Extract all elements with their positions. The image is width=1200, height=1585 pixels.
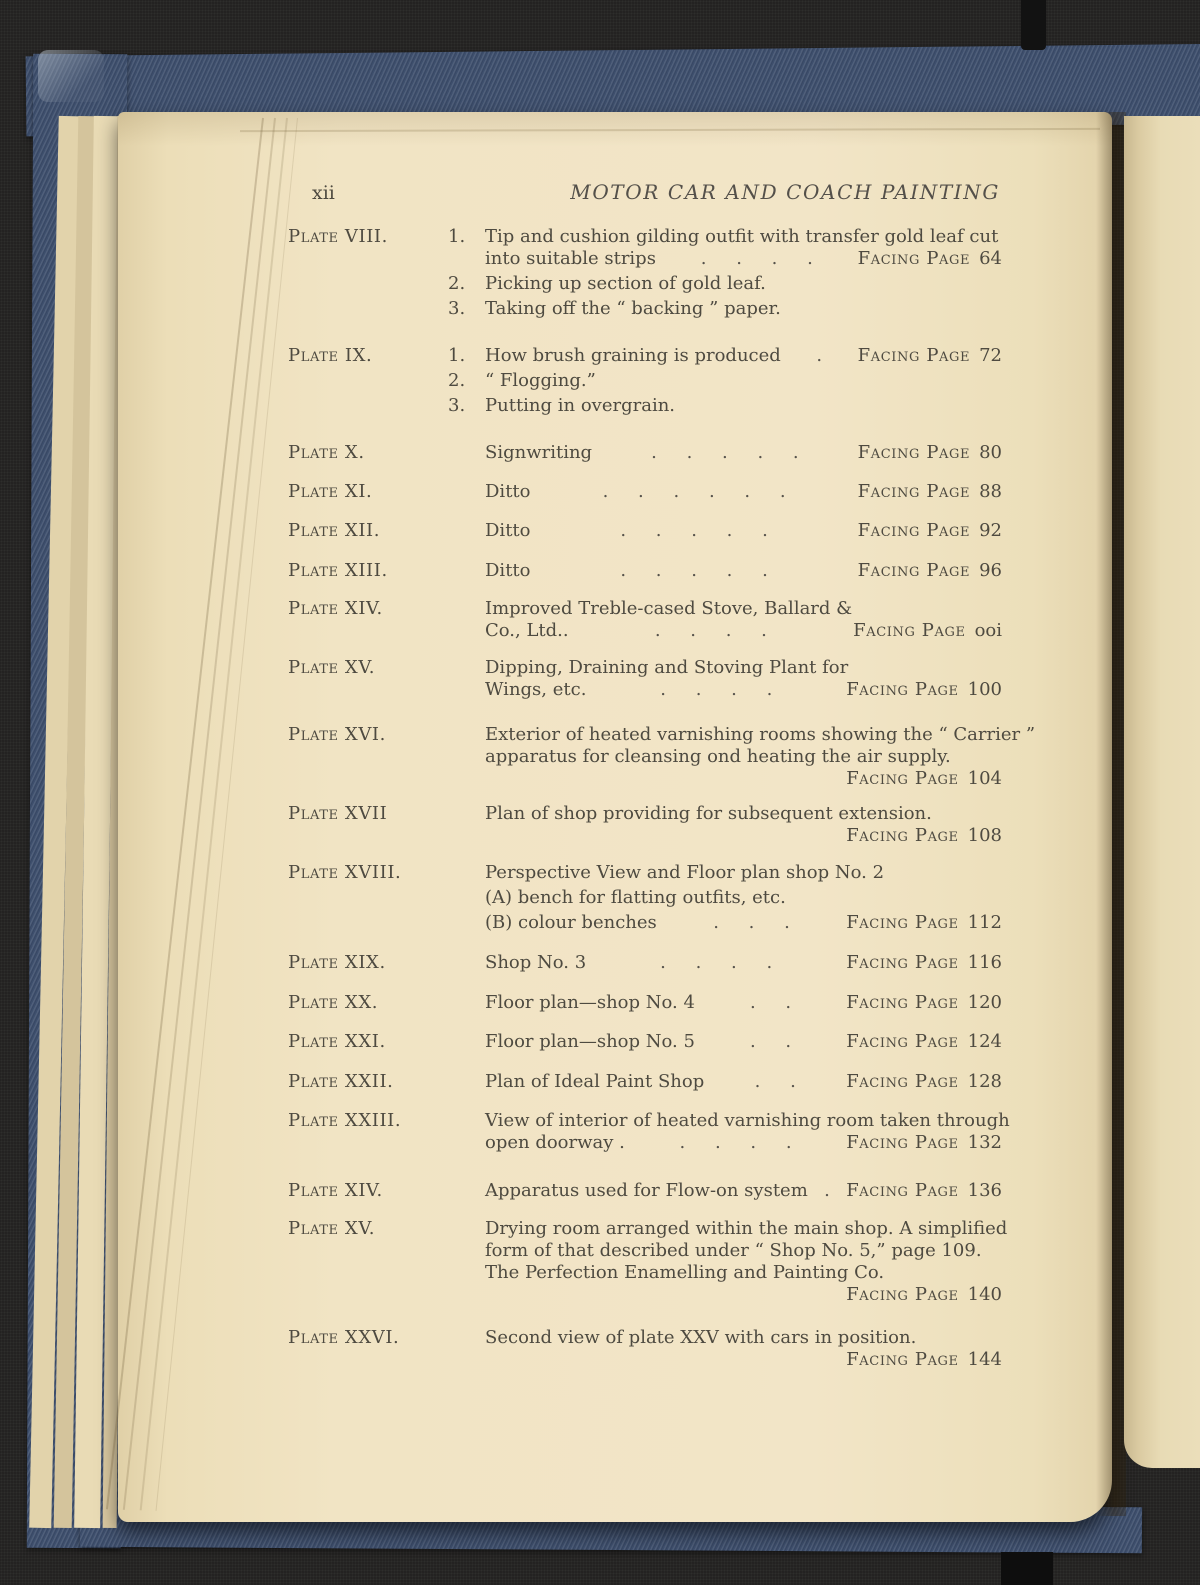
entry-line	[288, 887, 1002, 909]
plate-entry	[288, 657, 1002, 701]
entry-line	[288, 226, 1002, 248]
description-text: Apparatus used for Flow-on system	[485, 1180, 808, 1201]
entry-line	[288, 1180, 1002, 1202]
entry-line	[288, 395, 1002, 417]
facing-page-number: 96	[979, 560, 1002, 581]
facing-page-ref	[846, 912, 1002, 934]
facing-page-ref	[846, 1180, 1002, 1202]
entry-line	[288, 248, 1002, 270]
entry-line	[288, 598, 1002, 620]
entry-line	[288, 952, 1002, 974]
facing-page-number: ooi	[974, 620, 1002, 641]
facing-page-ref	[858, 481, 1002, 503]
plate-entry	[288, 1180, 1002, 1202]
facing-page-ref	[853, 620, 1002, 642]
plate-entry	[288, 1218, 1008, 1306]
dot-leaders: .	[824, 1180, 830, 1201]
running-title: MOTOR CAR AND COACH PAINTING	[570, 180, 1000, 204]
facing-page-number: 64	[979, 248, 1002, 269]
facing-page-label: Facing Page	[857, 345, 971, 366]
description-text: (B) colour benches	[485, 912, 657, 933]
dot-leaders: . . . . .	[620, 520, 768, 541]
description-text: Signwriting	[485, 442, 593, 463]
facing-page-number: 80	[979, 442, 1002, 463]
description-text: Shop No. 3	[485, 952, 587, 973]
plate-label: Plate VIII.	[288, 226, 388, 247]
plate-entry	[288, 345, 1002, 417]
description-text: Second view of plate XXV with cars in position.	[485, 1327, 917, 1348]
description-text: apparatus for cleansing ond heating the air supply.	[485, 746, 951, 767]
plate-label: Plate XIII.	[288, 560, 388, 581]
facing-page-ref	[846, 1031, 1002, 1053]
entry-line	[288, 560, 1002, 582]
facing-page-label: Facing Page	[857, 442, 971, 463]
description-text: Drying room arranged within the main shop. A simplified	[485, 1218, 1008, 1239]
entry-line	[288, 620, 1002, 642]
item-number: 2.	[448, 370, 466, 391]
facing-page-label: Facing Page	[846, 768, 959, 789]
item-number: 1.	[448, 345, 466, 366]
plate-entry	[288, 952, 1002, 974]
facing-page-ref	[846, 1132, 1002, 1154]
dot-leaders: . . . . . .	[602, 481, 786, 502]
dot-leaders: . . .	[713, 912, 790, 933]
description-text: Plan of shop providing for subsequent extension.	[485, 803, 932, 824]
dot-leaders: . . . . .	[620, 560, 768, 581]
description-text: open doorway .	[485, 1132, 625, 1153]
plate-entry	[288, 1110, 1010, 1154]
entry-line	[288, 1110, 1010, 1132]
description-text: Perspective View and Floor plan shop No. 2	[485, 862, 885, 883]
facing-page-number: 144	[967, 1349, 1002, 1370]
description-text: Improved Treble-cased Stove, Ballard &	[485, 598, 853, 619]
facing-page-number: 140	[967, 1284, 1002, 1305]
entry-line	[288, 345, 1002, 367]
description-text: How brush graining is produced	[485, 345, 781, 366]
entry-line	[288, 803, 1002, 825]
dot-leaders: . . . .	[654, 620, 767, 641]
entry-line	[288, 1218, 1008, 1240]
facing-page-number: 88	[979, 481, 1002, 502]
entry-line	[288, 1132, 1002, 1154]
plate-label: Plate XI.	[288, 481, 373, 502]
facing-page-ref	[846, 1071, 1002, 1093]
page-header	[288, 180, 1000, 204]
entry-line	[288, 481, 1002, 503]
facing-page-label: Facing Page	[846, 912, 959, 933]
plate-label: Plate X.	[288, 442, 365, 463]
item-number: 2.	[448, 273, 466, 294]
facing-page-number: 116	[967, 952, 1002, 973]
dot-leaders: . . . .	[679, 1132, 792, 1153]
description-text: “ Flogging.”	[485, 370, 596, 391]
facing-page-label: Facing Page	[846, 679, 959, 700]
facing-page-label: Facing Page	[846, 1071, 959, 1092]
facing-page-ref	[846, 1284, 1002, 1306]
plate-label: Plate XXIII.	[288, 1110, 402, 1131]
scanner-clamp-top	[1021, 0, 1046, 50]
facing-page-label: Facing Page	[846, 1031, 959, 1052]
description-text: Floor plan—shop No. 5	[485, 1031, 695, 1052]
facing-page-ref	[846, 992, 1002, 1014]
description-text: The Perfection Enamelling and Painting Co.	[485, 1262, 885, 1283]
entry-line	[288, 679, 1002, 701]
facing-page-label: Facing Page	[846, 1284, 959, 1305]
plate-entry	[288, 520, 1002, 542]
plate-label: Plate XIV.	[288, 598, 383, 619]
plate-label: Plate XII.	[288, 520, 381, 541]
facing-page-ref	[858, 248, 1002, 270]
entry-line	[288, 657, 1002, 679]
plate-entry	[288, 1327, 1002, 1371]
entry-line	[288, 298, 1002, 320]
description-text: Floor plan—shop No. 4	[485, 992, 695, 1013]
facing-page-label: Facing Page	[857, 560, 971, 581]
entry-line	[288, 912, 1002, 934]
item-number: 1.	[448, 226, 466, 247]
plate-entry	[288, 481, 1002, 503]
description-text: Wings, etc.	[485, 679, 587, 700]
description-text: Dipping, Draining and Stoving Plant for	[485, 657, 849, 678]
dot-leaders: . . . .	[700, 248, 813, 269]
gutter-shadow	[1096, 112, 1126, 1516]
description-text: Ditto	[485, 520, 531, 541]
facing-page-label: Facing Page	[857, 248, 971, 269]
dot-leaders: . . . .	[660, 679, 773, 700]
plate-label: Plate XVII	[288, 803, 388, 824]
entry-line	[288, 273, 1002, 295]
plate-label: Plate XXII.	[288, 1071, 394, 1092]
facing-page-ref	[858, 442, 1002, 464]
entry-line	[288, 1349, 1002, 1371]
entry-line	[288, 1284, 1002, 1306]
plate-entry	[288, 862, 1002, 934]
dot-leaders: . .	[749, 1031, 792, 1052]
description-text: Exterior of heated varnishing rooms showing the “ Carrier ”	[485, 724, 1036, 745]
facing-page-ref	[858, 560, 1002, 582]
facing-page-number: 92	[979, 520, 1002, 541]
plate-label: Plate XV.	[288, 657, 376, 678]
plate-entry	[288, 226, 1002, 320]
description-text: Taking off the “ backing ” paper.	[485, 298, 781, 319]
dot-leaders: . . . .	[660, 952, 773, 973]
item-number: 3.	[448, 395, 466, 416]
facing-page-number: 72	[979, 345, 1002, 366]
entry-line	[288, 1071, 1002, 1093]
description-text: Putting in overgrain.	[485, 395, 676, 416]
facing-page-label: Facing Page	[853, 620, 966, 641]
plate-label: Plate XV.	[288, 1218, 376, 1239]
item-number: 3.	[448, 298, 466, 319]
entry-line	[288, 1262, 1002, 1284]
facing-page-ref	[846, 825, 1002, 847]
entry-line	[288, 992, 1002, 1014]
entry-line	[288, 370, 1002, 392]
facing-page-ref	[846, 952, 1002, 974]
facing-page-ref	[846, 1349, 1002, 1371]
description-text: Ditto	[485, 560, 531, 581]
plate-entry	[288, 803, 1002, 847]
plate-entry	[288, 724, 1036, 790]
facing-page-number: 104	[967, 768, 1002, 789]
plate-entry	[288, 598, 1002, 642]
plate-label: Plate XIX.	[288, 952, 386, 973]
facing-page-label: Facing Page	[857, 520, 971, 541]
facing-page-number: 128	[967, 1071, 1002, 1092]
description-text: Picking up section of gold leaf.	[485, 273, 766, 294]
entry-line	[288, 1240, 1002, 1262]
entry-line	[288, 746, 1002, 768]
dot-leaders: . .	[754, 1071, 796, 1092]
entry-line	[288, 862, 1002, 884]
plate-entry	[288, 992, 1002, 1014]
description-text: Plan of Ideal Paint Shop	[485, 1071, 705, 1092]
facing-page-label: Facing Page	[846, 992, 959, 1013]
description-text: (A) bench for flatting outfits, etc.	[485, 887, 786, 908]
facing-page-label: Facing Page	[846, 1180, 959, 1201]
plate-entry	[288, 442, 1002, 464]
plate-label: Plate XVIII.	[288, 862, 402, 883]
plate-entry	[288, 1071, 1002, 1093]
facing-page-number: 124	[967, 1031, 1002, 1052]
description-text: Tip and cushion gilding outfit with transfer gold leaf cut	[485, 226, 999, 247]
facing-page-number: 132	[967, 1132, 1002, 1153]
plate-label: Plate XXVI.	[288, 1327, 400, 1348]
facing-page-label: Facing Page	[846, 825, 959, 846]
facing-page-number: 100	[967, 679, 1002, 700]
description-text: Co., Ltd..	[485, 620, 569, 641]
entry-line	[288, 768, 1002, 790]
facing-page-label: Facing Page	[846, 952, 959, 973]
facing-page-label: Facing Page	[846, 1349, 959, 1370]
cover-corner-wear	[38, 50, 104, 102]
next-page-edge	[1124, 116, 1200, 1468]
facing-page-label: Facing Page	[857, 481, 971, 502]
description-text: View of interior of heated varnishing room taken through	[485, 1110, 1010, 1131]
plate-label: Plate XXI.	[288, 1031, 386, 1052]
description-text: Ditto	[485, 481, 531, 502]
description-text: form of that described under “ Shop No. 5,” page 109.	[485, 1240, 982, 1261]
entry-line	[288, 825, 1002, 847]
entry-line	[288, 1031, 1002, 1053]
entry-line	[288, 442, 1002, 464]
plate-label: Plate IX.	[288, 345, 373, 366]
page-number-folio: xii	[312, 182, 335, 204]
plate-entry	[288, 560, 1002, 582]
plate-entry	[288, 1031, 1002, 1053]
entry-line	[288, 520, 1002, 542]
description-text: into suitable strips	[485, 248, 656, 269]
plate-label: Plate XX.	[288, 992, 379, 1013]
plate-label: Plate XIV.	[288, 1180, 383, 1201]
entry-line	[288, 1327, 1002, 1349]
dot-leaders: . . . . .	[651, 442, 799, 463]
facing-page-number: 112	[967, 912, 1002, 933]
facing-page-number: 136	[967, 1180, 1002, 1201]
plate-label: Plate XVI.	[288, 724, 386, 745]
facing-page-ref	[846, 679, 1002, 701]
dot-leaders: . .	[749, 992, 792, 1013]
facing-page-number: 108	[967, 825, 1002, 846]
scanner-clamp-bottom	[1001, 1552, 1053, 1585]
dot-leaders: .	[816, 345, 823, 366]
facing-page-ref	[846, 768, 1002, 790]
facing-page-ref	[858, 345, 1002, 367]
facing-page-number: 120	[967, 992, 1002, 1013]
entry-line	[288, 724, 1036, 746]
facing-page-ref	[858, 520, 1002, 542]
facing-page-label: Facing Page	[846, 1132, 959, 1153]
